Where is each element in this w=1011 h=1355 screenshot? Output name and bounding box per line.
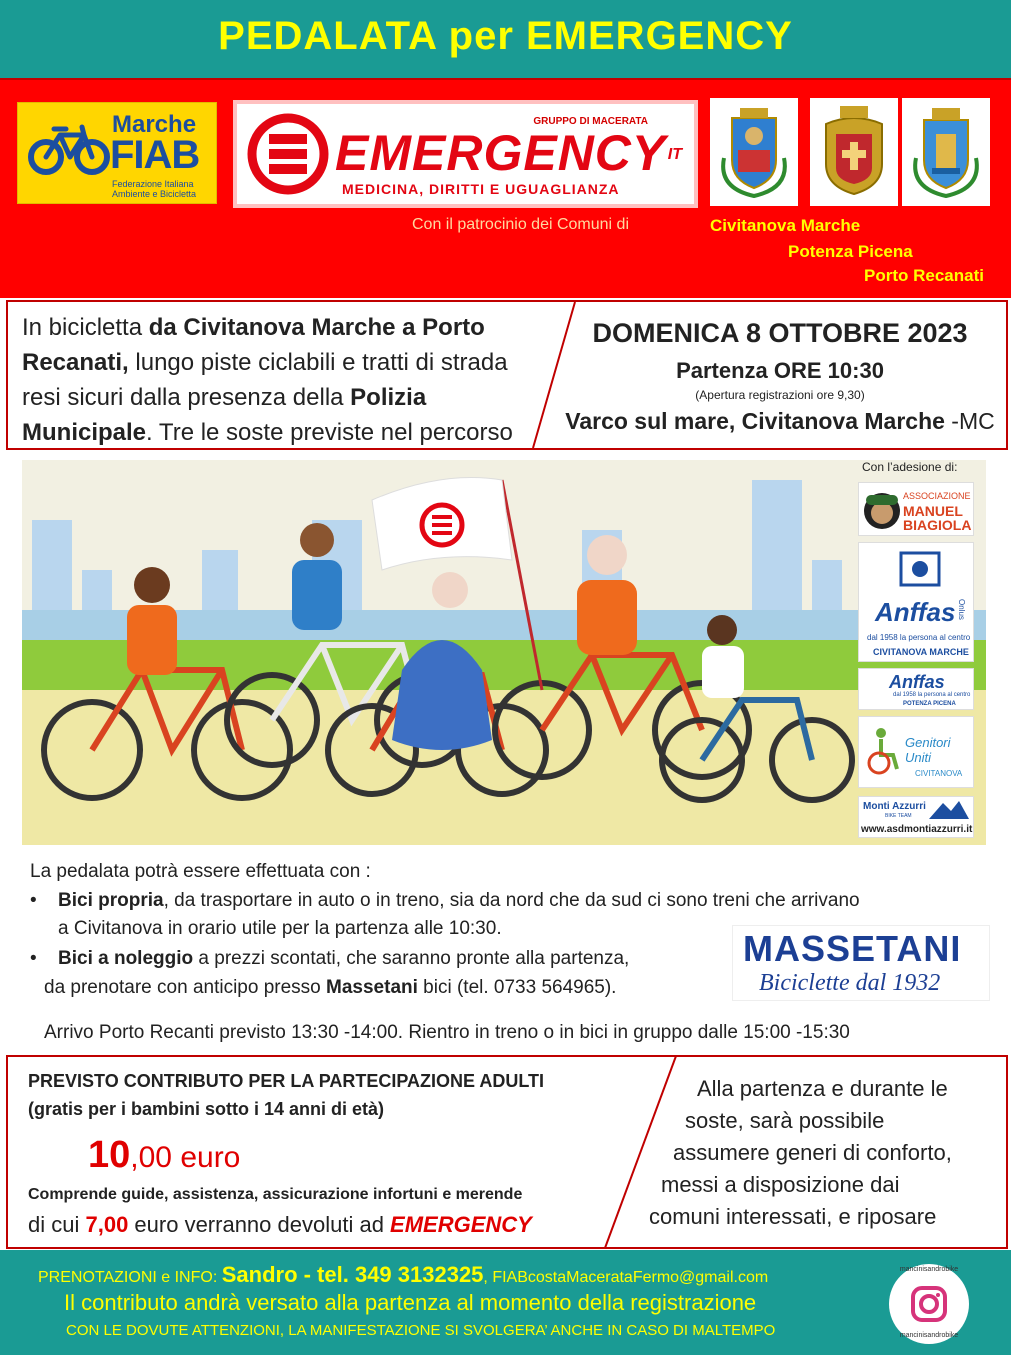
contribution-free-note: (gratis per i bambini sotto i 14 anni di età) <box>28 1099 385 1119</box>
contribution-price: 10,00 euro <box>88 1134 241 1176</box>
comune-potenza: Potenza Picena <box>788 242 913 261</box>
weather-note: CON LE DOVUTE ATTENZIONI, LA MANIFESTAZIONE SI SVOLGERA’ ANCHE IN CASO DI MALTEMPO <box>66 1322 776 1339</box>
wheelchair-icon <box>865 725 901 777</box>
emergency-tagline: MEDICINA, DIRITTI E UGUAGLIANZA <box>342 181 620 197</box>
monti-azzurri-logo: Monti Azzurri BIKE TEAM www.asdmontiazzurri.it <box>858 796 974 838</box>
adhesion-label: Con l’adesione di: <box>862 460 958 474</box>
anffas-civitanova-logo: Anffas Onlus dal 1958 la persona al centro CIVITANOVA MARCHE <box>858 542 974 662</box>
bullet-dot-2: • <box>30 948 37 969</box>
event-date: DOMENICA 8 OTTOBRE 2023 <box>592 318 968 348</box>
emergency-suffix: IT <box>667 146 682 163</box>
note-line-4: messi a disposizione dai <box>661 1172 900 1197</box>
departure-place: Varco sul mare, Civitanova Marche -MC <box>565 408 995 434</box>
page-title: PEDALATA per EMERGENCY <box>218 14 793 58</box>
instagram-badge[interactable] <box>889 1264 969 1344</box>
instagram-handle-top: mancinisandrobike <box>899 1266 959 1273</box>
massetani-logo: MASSETANI Biciclette dal 1932 <box>732 925 990 1001</box>
patronage-label: Con il patrocinio dei Comuni di <box>412 216 629 233</box>
departure-time: Partenza ORE 10:30 <box>676 358 884 383</box>
fiab-subtitle: Federazione Italiana Ambiente e Bicicletta <box>112 179 197 199</box>
fiab-name: FIAB <box>110 133 200 177</box>
face-icon <box>862 487 902 533</box>
booking-info: PRENOTAZIONI e INFO: Sandro - tel. 349 3132325, FIABcostaMacerataFermo@gmail.com <box>38 1262 769 1287</box>
bullet-dot-1: • <box>30 890 37 911</box>
anffas-potenza-logo: Anffas dal 1958 la persona al centro POTENZA PICENA <box>858 668 974 710</box>
biagiola-logo: ASSOCIAZIONE MANUEL BIAGIOLA <box>858 482 974 536</box>
contribution-title: PREVISTO CONTRIBUTO PER LA PARTECIPAZIONE ADULTI <box>28 1071 545 1091</box>
option-own-bike: Bici propria, da trasportare in auto o in treno, sia da nord che da sud ci sono treni che arrivano <box>58 890 860 911</box>
cyclists-illustration <box>22 460 986 845</box>
emergency-group: GRUPPO DI MACERATA <box>533 116 648 127</box>
route-description: In bicicletta da Civitanova Marche a Porto Recanati, lungo piste ciclabili e tratti di strada resi sicuri dalla presenza della Polizia Municipale. Tre le soste previste nel percorso <box>22 314 513 446</box>
note-line-1: Alla partenza e durante le <box>697 1076 948 1101</box>
emergency-wordmark: EMERGENCY <box>335 125 667 181</box>
arrival-info: Arrivo Porto Recanti previsto 13:30 -14:00. Rientro in treno o in bici in gruppo dalle 15:00 -15:30 <box>44 1022 850 1043</box>
contribution-includes: Comprende guide, assistenza, assicurazione infortuni e merende <box>28 1186 523 1203</box>
genitori-uniti-logo: Genitori Uniti CIVITANOVA <box>858 716 974 788</box>
comune-porto-recanati: Porto Recanati <box>864 266 984 285</box>
contribution-donation: di cui 7,00 euro verranno devoluti ad EMERGENCY <box>28 1212 532 1237</box>
options-intro: La pedalata potrà essere effettuata con : <box>30 861 371 882</box>
anffas-emblem-icon <box>897 549 943 589</box>
cyclists-image <box>22 460 986 845</box>
instagram-handle-bottom: mancinisandrobike <box>899 1332 959 1339</box>
fiab-marche: Marche <box>112 111 197 138</box>
note-line-5: comuni interessati, e riposare <box>649 1204 937 1229</box>
payment-note: Il contributo andrà versato alla partenza al momento della registrazione <box>64 1290 757 1315</box>
comune-civitanova: Civitanova Marche <box>710 216 861 235</box>
option-rental-line2: da prenotare con anticipo presso Massetani bici (tel. 0733 564965). <box>44 977 617 998</box>
option-rental: Bici a noleggio a prezzi scontati, che saranno pronte alla partenza, <box>58 948 630 969</box>
mountain-icon <box>929 799 969 819</box>
note-line-3: assumere generi di conforto, <box>673 1140 952 1165</box>
registration-time: (Apertura registrazioni ore 9,30) <box>695 388 865 402</box>
option-own-bike-line2: a Civitanova in orario utile per la partenza alle 10:30. <box>58 918 502 939</box>
note-line-2: soste, sarà possibile <box>685 1108 885 1133</box>
